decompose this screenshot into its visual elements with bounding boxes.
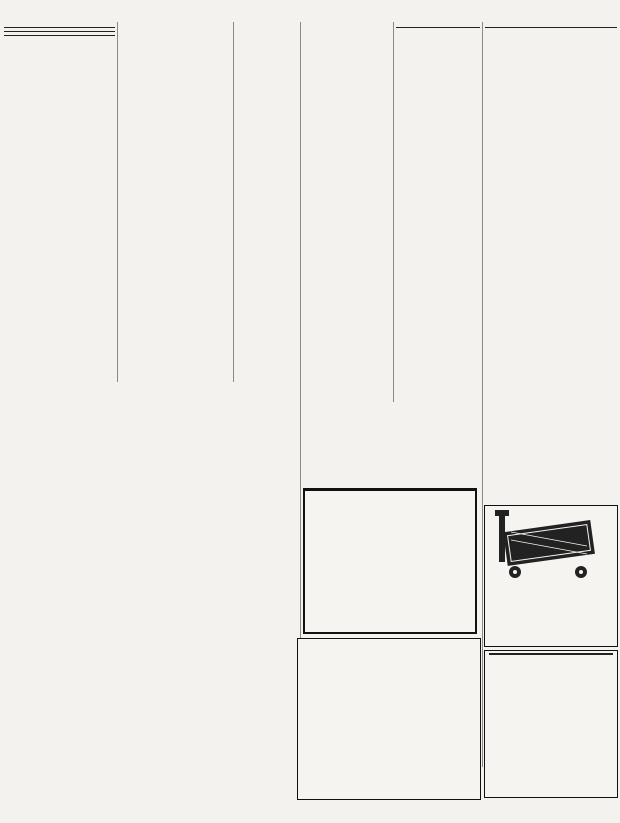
ad-estomago-caido <box>303 488 477 634</box>
section-heading-traspasos <box>4 27 115 28</box>
crossword-clues <box>120 566 298 801</box>
crossword-grid <box>146 411 283 548</box>
section-heading-trabajo <box>396 27 480 28</box>
column-2 <box>120 24 231 379</box>
ad-pino-body <box>485 657 617 661</box>
ad-pino-supplier <box>489 653 613 655</box>
column-rule <box>117 22 118 382</box>
section-heading-trabajo-2 <box>485 27 617 28</box>
column-3 <box>236 24 298 379</box>
section-heading-ventas <box>4 35 115 36</box>
ad-pino-flandes <box>484 650 618 798</box>
ad-regimiento-body <box>298 657 480 661</box>
crossword-column-numbers <box>146 399 282 409</box>
column-rule <box>482 22 483 767</box>
column-4 <box>303 24 391 394</box>
column-1 <box>4 24 115 814</box>
section-heading-varios <box>4 31 115 32</box>
ad-regimiento-headline <box>298 639 480 645</box>
column-6 <box>485 24 617 504</box>
ad-basculas <box>484 505 618 647</box>
ad-delegation <box>305 493 475 495</box>
column-rule <box>393 22 394 402</box>
column-rule <box>233 22 234 382</box>
scale-illustration <box>491 506 611 586</box>
column-5 <box>396 24 480 464</box>
ad-regimiento <box>297 638 481 800</box>
ad-headline <box>305 490 475 491</box>
